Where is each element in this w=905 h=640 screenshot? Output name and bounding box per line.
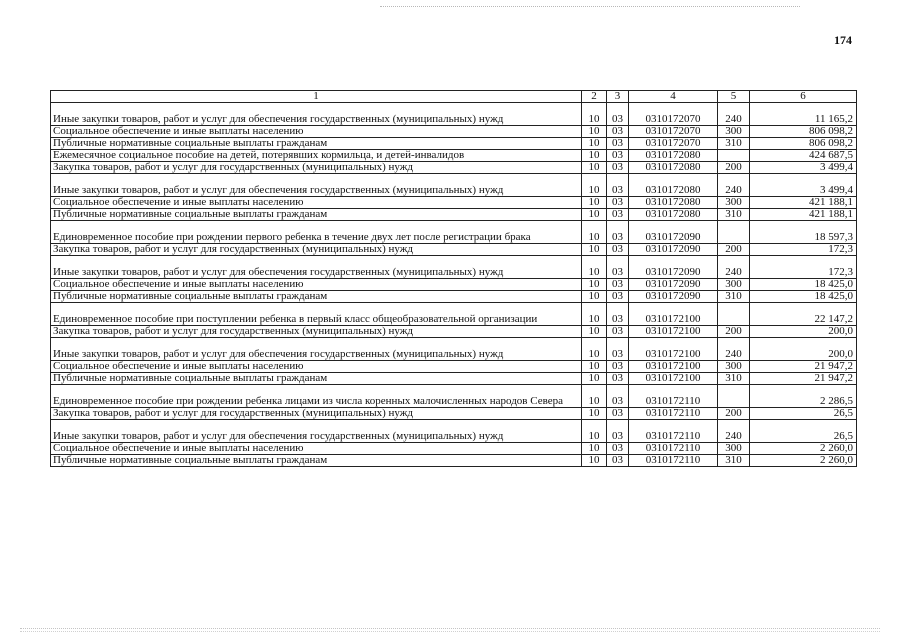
cell-subsection: 03 [607, 197, 629, 209]
table-body [51, 103, 857, 467]
cell-expense-type: 300 [718, 443, 750, 455]
cell-name: Публичные нормативные социальные выплаты гражданам [51, 209, 582, 221]
cell-expense-type: 310 [718, 291, 750, 303]
cell-section: 10 [582, 338, 607, 361]
table-row [51, 455, 857, 467]
table-row [51, 162, 857, 174]
cell-subsection: 03 [607, 221, 629, 244]
cell-expense-type: 300 [718, 126, 750, 138]
cell-name: Единовременное пособие при рождении ребенка лицами из числа коренных малочисленных народов Севера [51, 385, 582, 408]
cell-target-article: 0310172100 [629, 373, 718, 385]
cell-amount: 3 499,4 [750, 162, 857, 174]
cell-amount: 806 098,2 [750, 138, 857, 150]
table-row [51, 408, 857, 420]
header-name: 1 [51, 91, 582, 103]
cell-subsection: 03 [607, 279, 629, 291]
cell-expense-type: 300 [718, 361, 750, 373]
cell-target-article: 0310172100 [629, 303, 718, 326]
cell-amount: 421 188,1 [750, 209, 857, 221]
cell-expense-type: 310 [718, 373, 750, 385]
cell-target-article: 0310172110 [629, 455, 718, 467]
cell-expense-type [718, 303, 750, 326]
cell-target-article: 0310172110 [629, 443, 718, 455]
cell-name: Социальное обеспечение и иные выплаты населению [51, 361, 582, 373]
cell-name: Иные закупки товаров, работ и услуг для обеспечения государственных (муниципальных) нужд [51, 420, 582, 443]
cell-expense-type: 200 [718, 326, 750, 338]
cell-section: 10 [582, 385, 607, 408]
header-expense-type: 5 [718, 91, 750, 103]
cell-target-article: 0310172080 [629, 162, 718, 174]
table-row [51, 338, 857, 361]
table-row [51, 244, 857, 256]
cell-amount: 21 947,2 [750, 373, 857, 385]
cell-expense-type: 240 [718, 174, 750, 197]
cell-amount: 26,5 [750, 408, 857, 420]
cell-name: Социальное обеспечение и иные выплаты населению [51, 443, 582, 455]
cell-amount: 421 188,1 [750, 197, 857, 209]
cell-section: 10 [582, 221, 607, 244]
page-number: 174 [834, 33, 852, 47]
cell-target-article: 0310172110 [629, 385, 718, 408]
cell-subsection: 03 [607, 150, 629, 162]
cell-name: Единовременное пособие при рождении первого ребенка в течение двух лет после регистрации брака [51, 221, 582, 244]
cell-name: Публичные нормативные социальные выплаты гражданам [51, 138, 582, 150]
cell-target-article: 0310172070 [629, 138, 718, 150]
table-row [51, 150, 857, 162]
cell-expense-type: 310 [718, 138, 750, 150]
cell-name: Единовременное пособие при поступлении ребенка в первый класс общеобразовательной организации [51, 303, 582, 326]
cell-amount: 200,0 [750, 326, 857, 338]
cell-amount: 18 597,3 [750, 221, 857, 244]
cell-amount: 2 260,0 [750, 443, 857, 455]
cell-expense-type: 240 [718, 103, 750, 126]
cell-expense-type: 200 [718, 408, 750, 420]
cell-name: Ежемесячное социальное пособие на детей, потерявших кормильца, и детей-инвалидов [51, 150, 582, 162]
cell-target-article: 0310172090 [629, 279, 718, 291]
cell-name: Социальное обеспечение и иные выплаты населению [51, 197, 582, 209]
cell-name: Иные закупки товаров, работ и услуг для обеспечения государственных (муниципальных) нужд [51, 174, 582, 197]
table-row [51, 443, 857, 455]
table-row [51, 221, 857, 244]
cell-target-article: 0310172110 [629, 420, 718, 443]
cell-section: 10 [582, 420, 607, 443]
cell-section: 10 [582, 326, 607, 338]
table-row [51, 361, 857, 373]
cell-name: Социальное обеспечение и иные выплаты населению [51, 279, 582, 291]
cell-section: 10 [582, 103, 607, 126]
cell-section: 10 [582, 361, 607, 373]
table-row [51, 256, 857, 279]
cell-subsection: 03 [607, 420, 629, 443]
cell-name: Публичные нормативные социальные выплаты гражданам [51, 455, 582, 467]
cell-target-article: 0310172090 [629, 256, 718, 279]
table-row [51, 138, 857, 150]
cell-name: Закупка товаров, работ и услуг для государственных (муниципальных) нужд [51, 326, 582, 338]
cell-amount: 2 286,5 [750, 385, 857, 408]
cell-subsection: 03 [607, 256, 629, 279]
cell-amount: 18 425,0 [750, 291, 857, 303]
table-row [51, 174, 857, 197]
cell-name: Иные закупки товаров, работ и услуг для обеспечения государственных (муниципальных) нужд [51, 103, 582, 126]
cell-section: 10 [582, 138, 607, 150]
cell-section: 10 [582, 244, 607, 256]
cell-subsection: 03 [607, 443, 629, 455]
cell-expense-type [718, 221, 750, 244]
cell-subsection: 03 [607, 209, 629, 221]
cell-section: 10 [582, 279, 607, 291]
table-row [51, 385, 857, 408]
cell-expense-type [718, 385, 750, 408]
table-row [51, 126, 857, 138]
cell-expense-type: 200 [718, 244, 750, 256]
cell-subsection: 03 [607, 455, 629, 467]
cell-name: Закупка товаров, работ и услуг для государственных (муниципальных) нужд [51, 244, 582, 256]
cell-section: 10 [582, 150, 607, 162]
table-row [51, 197, 857, 209]
cell-target-article: 0310172100 [629, 326, 718, 338]
cell-name: Иные закупки товаров, работ и услуг для обеспечения государственных (муниципальных) нужд [51, 338, 582, 361]
cell-section: 10 [582, 197, 607, 209]
cell-amount: 11 165,2 [750, 103, 857, 126]
cell-section: 10 [582, 174, 607, 197]
table-row [51, 303, 857, 326]
cell-section: 10 [582, 162, 607, 174]
cell-subsection: 03 [607, 361, 629, 373]
table-row [51, 420, 857, 443]
table-row [51, 209, 857, 221]
cell-section: 10 [582, 373, 607, 385]
cell-subsection: 03 [607, 244, 629, 256]
cell-target-article: 0310172080 [629, 197, 718, 209]
cell-section: 10 [582, 291, 607, 303]
cell-section: 10 [582, 443, 607, 455]
cell-expense-type: 240 [718, 420, 750, 443]
cell-name: Социальное обеспечение и иные выплаты населению [51, 126, 582, 138]
table-header-row [51, 91, 857, 103]
cell-amount: 21 947,2 [750, 361, 857, 373]
cell-subsection: 03 [607, 174, 629, 197]
header-section: 2 [582, 91, 607, 103]
cell-subsection: 03 [607, 408, 629, 420]
header-subsection: 3 [607, 91, 629, 103]
scan-artifact-bottom [20, 628, 880, 632]
cell-section: 10 [582, 209, 607, 221]
cell-subsection: 03 [607, 385, 629, 408]
cell-target-article: 0310172100 [629, 338, 718, 361]
cell-name: Закупка товаров, работ и услуг для государственных (муниципальных) нужд [51, 162, 582, 174]
cell-amount: 3 499,4 [750, 174, 857, 197]
budget-table [50, 90, 857, 467]
cell-name: Закупка товаров, работ и услуг для государственных (муниципальных) нужд [51, 408, 582, 420]
cell-subsection: 03 [607, 126, 629, 138]
cell-name: Публичные нормативные социальные выплаты гражданам [51, 373, 582, 385]
cell-subsection: 03 [607, 138, 629, 150]
cell-subsection: 03 [607, 326, 629, 338]
cell-target-article: 0310172110 [629, 408, 718, 420]
cell-target-article: 0310172100 [629, 361, 718, 373]
cell-amount: 172,3 [750, 244, 857, 256]
cell-expense-type: 200 [718, 162, 750, 174]
scan-artifact-top [380, 6, 800, 8]
cell-expense-type [718, 150, 750, 162]
cell-target-article: 0310172090 [629, 221, 718, 244]
cell-target-article: 0310172080 [629, 209, 718, 221]
cell-target-article: 0310172090 [629, 291, 718, 303]
table-row [51, 279, 857, 291]
cell-expense-type: 240 [718, 256, 750, 279]
table-row [51, 103, 857, 126]
cell-subsection: 03 [607, 103, 629, 126]
header-target-article: 4 [629, 91, 718, 103]
cell-expense-type: 310 [718, 209, 750, 221]
cell-name: Иные закупки товаров, работ и услуг для обеспечения государственных (муниципальных) нужд [51, 256, 582, 279]
cell-target-article: 0310172070 [629, 126, 718, 138]
cell-section: 10 [582, 126, 607, 138]
table-row [51, 326, 857, 338]
cell-amount: 172,3 [750, 256, 857, 279]
cell-section: 10 [582, 455, 607, 467]
cell-amount: 2 260,0 [750, 455, 857, 467]
cell-amount: 424 687,5 [750, 150, 857, 162]
cell-target-article: 0310172080 [629, 174, 718, 197]
cell-expense-type: 300 [718, 279, 750, 291]
cell-expense-type: 310 [718, 455, 750, 467]
cell-expense-type: 240 [718, 338, 750, 361]
table-row [51, 373, 857, 385]
cell-section: 10 [582, 256, 607, 279]
cell-name: Публичные нормативные социальные выплаты гражданам [51, 291, 582, 303]
cell-section: 10 [582, 408, 607, 420]
cell-subsection: 03 [607, 291, 629, 303]
cell-subsection: 03 [607, 303, 629, 326]
cell-amount: 18 425,0 [750, 279, 857, 291]
cell-amount: 806 098,2 [750, 126, 857, 138]
cell-section: 10 [582, 303, 607, 326]
cell-subsection: 03 [607, 338, 629, 361]
cell-amount: 22 147,2 [750, 303, 857, 326]
cell-expense-type: 300 [718, 197, 750, 209]
cell-subsection: 03 [607, 162, 629, 174]
cell-amount: 200,0 [750, 338, 857, 361]
cell-target-article: 0310172070 [629, 103, 718, 126]
cell-target-article: 0310172080 [629, 150, 718, 162]
cell-subsection: 03 [607, 373, 629, 385]
header-amount: 6 [750, 91, 857, 103]
cell-target-article: 0310172090 [629, 244, 718, 256]
table-row [51, 291, 857, 303]
cell-amount: 26,5 [750, 420, 857, 443]
